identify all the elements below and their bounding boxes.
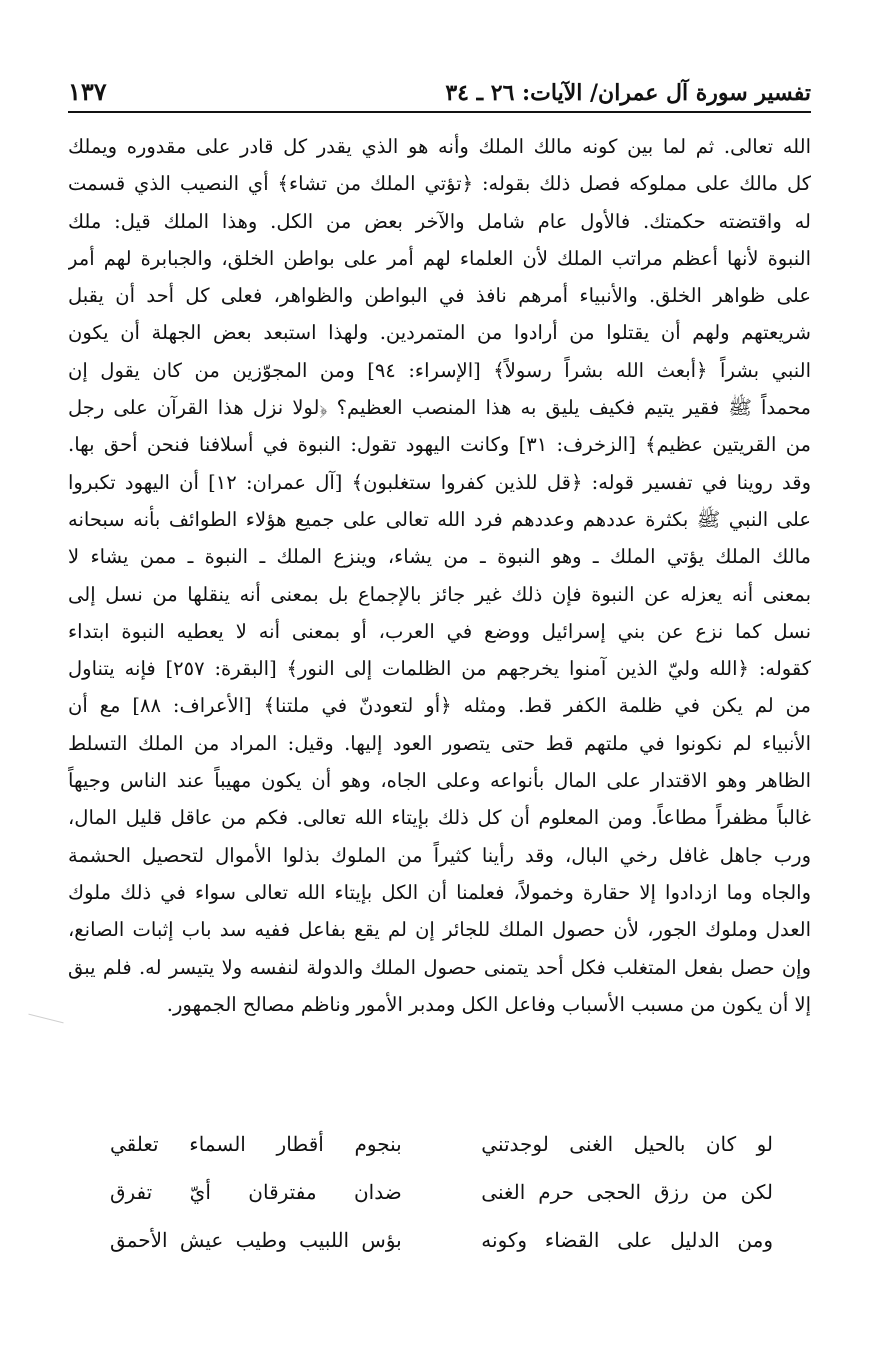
verse bbox=[110, 1168, 773, 1216]
header-rule bbox=[68, 111, 811, 113]
text-line: العدل وملوك الجور، لأن حصول الملك للجائر إن لم يقع بفاعل ففيه سد باب إثبات الصانع، bbox=[68, 918, 811, 942]
verse bbox=[110, 1216, 773, 1264]
text-line: نسل كما نزع عن بني إسرائيل ووضع في العرب، أو بمعنى أنه لا يعطيه النبوة ابتداء bbox=[68, 619, 811, 643]
verse-first-hemistich: لو كان بالحيل الغنى لوجدتني bbox=[481, 1132, 773, 1156]
text-line: كقوله: ﴿الله وليّ الذين آمنوا يخرجهم من الظلمات إلى النور﴾ [البقرة: ٢٥٧] فإنه يتناول bbox=[68, 657, 811, 681]
verse-second-hemistich: بنجوم أقطار السماء تعلقي bbox=[110, 1132, 402, 1156]
text-line: الأنبياء لم نكونوا في ملتهم قط حتى يتصور العود إليها. وقيل: المراد من الملك التسلط bbox=[68, 731, 811, 755]
running-title: تفسير سورة آل عمران/ الآيات: ٢٦ ـ ٣٤ bbox=[445, 80, 811, 106]
text-line: له واقتضته حكمتك. فالأول عام شامل والآخر بعض من الكل. وهذا الملك قيل: ملك bbox=[68, 209, 811, 233]
text-line: مالك الملك يؤتي الملك ـ وهو النبوة ـ من يشاء، وينزع الملك ـ النبوة ـ ممن يشاء لا bbox=[68, 545, 811, 569]
body-text bbox=[68, 128, 811, 1023]
text-line: النبوة لأنها أعظم مراتب الملك لأن العلماء لهم أمر على بواطن الخلق، والجبابرة لهم أمر bbox=[68, 246, 811, 270]
page-header bbox=[68, 70, 811, 106]
text-line: وقد روينا في تفسير قوله: ﴿قل للذين كفروا ستغلبون﴾ [آل عمران: ١٢] أن اليهود تكبروا bbox=[68, 470, 811, 494]
text-line: وإن حصل بفعل المتغلب فكل أحد يتمنى حصول الملك والدولة لنفسه ولا يتيسر له. فلم يبق bbox=[68, 955, 811, 979]
text-line: من القريتين عظيم﴾ [الزخرف: ٣١] وكانت اليهود تقول: النبوة في أسلافنا فنحن أحق بها. bbox=[68, 433, 811, 457]
verse-first-hemistich: لكن من رزق الحجى حرم الغنى bbox=[481, 1180, 773, 1204]
poetry-verses bbox=[110, 1120, 773, 1264]
text-line: كل مالك على مملوكه فصل ذلك بقوله: ﴿تؤتي الملك من تشاء﴾ أي النصيب الذي قسمت bbox=[68, 172, 811, 196]
text-line: على النبي ﷺ بكثرة عددهم وعددهم فرد الله تعالى على جميع هؤلاء الطوائف بأنه سبحانه bbox=[68, 507, 811, 531]
verse bbox=[110, 1120, 773, 1168]
text-line: ورب جاهل غافل رخي البال، وقد رأينا كثيراً من الملوك بذلوا الأموال لتحصيل الحشمة bbox=[68, 843, 811, 867]
text-line: شريعتهم ولهم أن يقتلوا من أرادوا من المتمردين. ولهذا استبعد بعض الجهلة أن يكون bbox=[68, 321, 811, 345]
text-line: محمداً ﷺ فقير يتيم فكيف يليق به هذا المنصب العظيم؟ ﴿لولا نزل هذا القرآن على رجل bbox=[68, 396, 811, 420]
verse-second-hemistich: ضدان مفترقان أيّ تفرق bbox=[110, 1180, 402, 1204]
scan-artifact bbox=[28, 1014, 63, 1024]
text-line: الظاهر وهو الاقتدار على المال بأنواعه وعلى الجاه، وهو أن يكون مهيباً عند الناس وجيهاً bbox=[68, 769, 811, 793]
text-line: بمعنى أنه يعزله عن النبوة فإن ذلك غير جائز بالإجماع بل بمعنى أنه ينقلها من نسل إلى bbox=[68, 582, 811, 606]
verse-first-hemistich: ومن الدليل على القضاء وكونه bbox=[481, 1228, 773, 1252]
verse-second-hemistich: بؤس اللبيب وطيب عيش الأحمق bbox=[110, 1228, 402, 1252]
text-line: على ظواهر الخلق. والأنبياء أمرهم نافذ في البواطن والظواهر، فعلى كل أحد أن يقبل bbox=[68, 284, 811, 308]
text-line: غالباً مظفراً مطاعاً. ومن المعلوم أن كل ذلك بإيتاء الله تعالى. فكم من عاقل قليل المال، bbox=[68, 806, 811, 830]
text-line: من لم يكن في ظلمة الكفر قط. ومثله ﴿أو لتعودنّ في ملتنا﴾ [الأعراف: ٨٨] مع أن bbox=[68, 694, 811, 718]
text-line: والجاه وما ازدادوا إلا حقارة وخمولاً، فعلمنا أن الكل بإيتاء الله تعالى سواء في ذلك ملوك bbox=[68, 880, 811, 904]
text-line: النبي بشراً ﴿أبعث الله بشراً رسولاً﴾ [الإسراء: ٩٤] ومن المجوّزين من كان يقول إن bbox=[68, 358, 811, 382]
page-number: ١٣٧ bbox=[68, 77, 107, 106]
text-line: الله تعالى. ثم لما بين كونه مالك الملك وأنه هو الذي يقدر كل قادر على مقدوره ويملك bbox=[68, 135, 811, 158]
text-line: إلا أن يكون من مسبب الأسباب وفاعل الكل ومدبر الأمور وناظم مصالح الجمهور. bbox=[166, 992, 811, 1016]
